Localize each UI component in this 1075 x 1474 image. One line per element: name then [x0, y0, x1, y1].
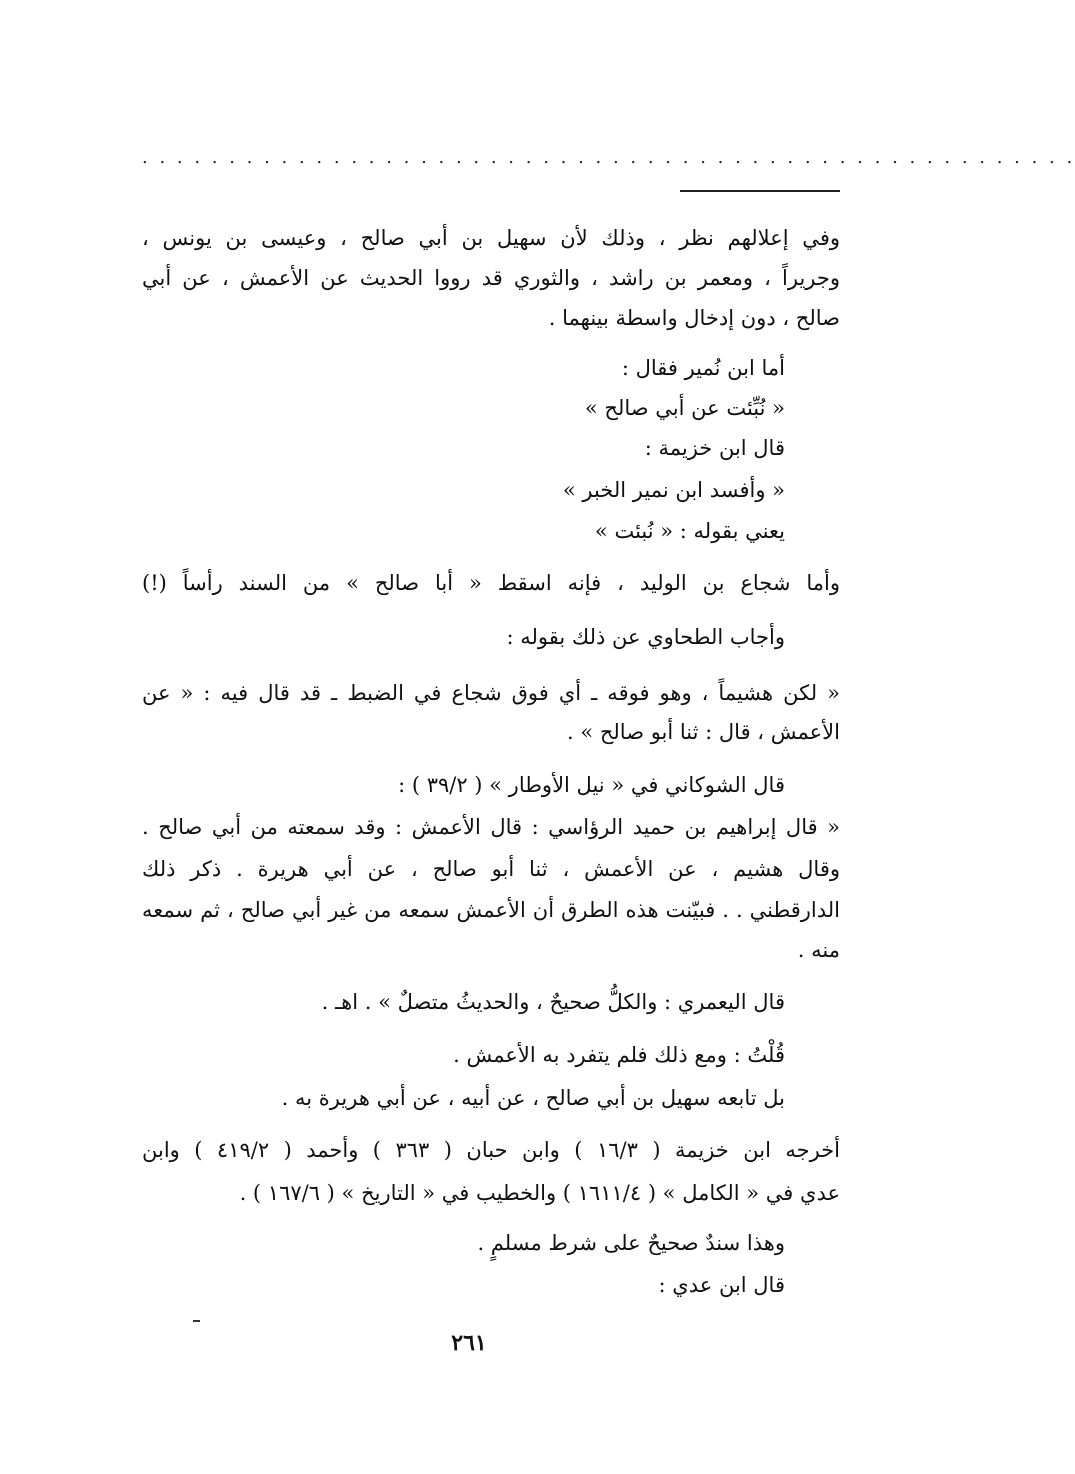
text-line: وجريراً ، ومعمر بن راشد ، والثوري قد رووا الحديث عن الأعمش ، عن أبي	[142, 266, 840, 290]
text-line: قال اليعمري : والكلُّ صحيحٌ ، والحديثُ متصلٌ » . اهـ .	[321, 990, 785, 1014]
stray-mark	[193, 1320, 200, 1322]
footnote-rule	[680, 190, 840, 192]
text-line: يعني بقوله : « نُبئت »	[594, 519, 785, 543]
dotted-separator: . . . . . . . . . . . . . . . . . . . . . . . . . . . . . . . . . . . . . . . . . . . . . . . . . . . . . .	[142, 147, 1075, 168]
text-line: الدارقطني . . فبيّنت هذه الطرق أن الأعمش سمعه من غير أبي صالح ، ثم سمعه	[142, 898, 840, 922]
text-line: قال ابن عدي :	[658, 1273, 785, 1297]
quote-line: « نُبِّئت عن أبي صالح »	[584, 396, 785, 420]
quote-line: « وأفسد ابن نمير الخبر »	[562, 478, 785, 502]
text-line: وهذا سندٌ صحيحٌ على شرط مسلمٍ .	[477, 1231, 785, 1255]
text-line: الأعمش ، قال : ثنا أبو صالح » .	[566, 720, 840, 744]
text-line: قُلْتُ : ومع ذلك فلم يتفرد به الأعمش .	[453, 1043, 785, 1067]
text-line: أما ابن نُمير فقال :	[621, 356, 785, 380]
page-number: ٢٦١	[451, 1330, 487, 1356]
text-line: قال الشوكاني في « نيل الأوطار » ( ٣٩/٢ ) :	[398, 773, 785, 797]
text-line: وقال هشيم ، عن الأعمش ، ثنا أبو صالح ، عن أبي هريرة . ذكر ذلك	[142, 857, 840, 881]
text-line: عدي في « الكامل » ( ١٦١١/٤ ) والخطيب في « التاريخ » ( ١٦٧/٦ ) .	[239, 1181, 840, 1205]
text-line: أخرجه ابن خزيمة ( ١٦/٣ ) وابن حبان ( ٣٦٣ ) وأحمد ( ٤١٩/٢ ) وابن	[142, 1138, 840, 1162]
text-line: منه .	[797, 938, 840, 962]
text-line: وأما شجاع بن الوليد ، فإنه اسقط « أبا صالح » من السند رأساً (!)	[142, 571, 840, 595]
text-line: قال ابن خزيمة :	[644, 436, 785, 460]
text-line: صالح ، دون إدخال واسطة بينهما .	[548, 306, 840, 330]
text-line: وفي إعلالهم نظر ، وذلك لأن سهيل بن أبي صالح ، وعيسى بن يونس ،	[142, 226, 840, 250]
quote-line: « لكن هشيماً ، وهو فوقه ـ أي فوق شجاع في الضبط ـ قد قال فيه : « عن	[142, 681, 840, 705]
text-line: وأجاب الطحاوي عن ذلك بقوله :	[506, 625, 785, 649]
quote-line: « قال إبراهيم بن حميد الرؤاسي : قال الأعمش : وقد سمعته من أبي صالح .	[142, 815, 840, 839]
text-line: بل تابعه سهيل بن أبي صالح ، عن أبيه ، عن أبي هريرة به .	[281, 1086, 785, 1110]
